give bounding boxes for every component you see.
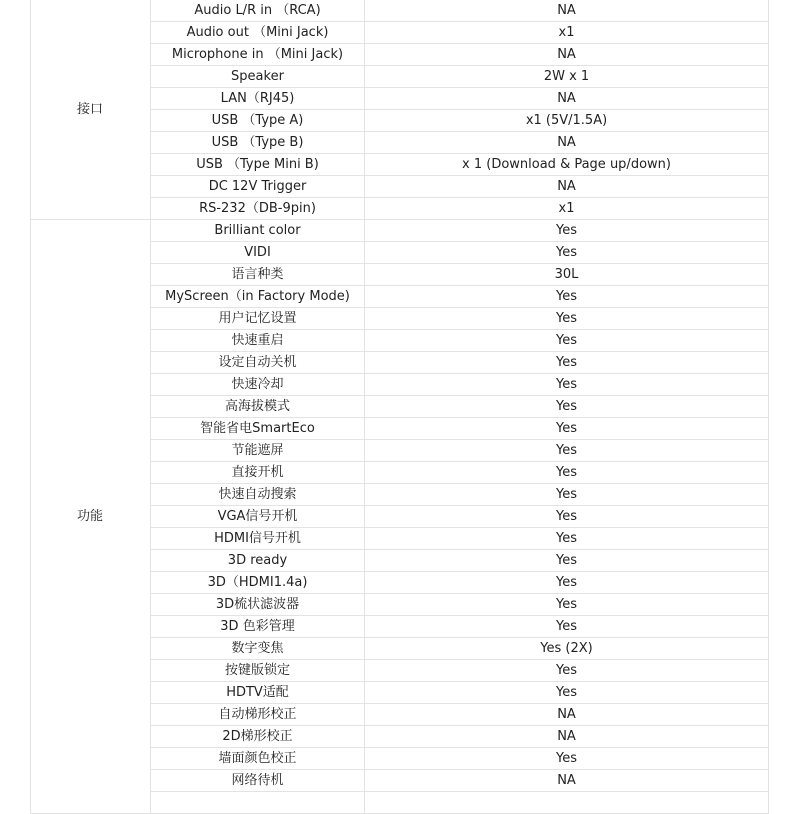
spec-value-cell: NA [365, 770, 769, 792]
spec-item-cell: VIDI [151, 242, 365, 264]
category-cell: 接口 [31, 0, 151, 220]
spec-value-cell: Yes [365, 682, 769, 704]
spec-item-cell: Audio out （Mini Jack) [151, 22, 365, 44]
spec-value-cell: Yes [365, 572, 769, 594]
spec-item-cell: 智能省电SmartEco [151, 418, 365, 440]
spec-item-cell: USB （Type A) [151, 110, 365, 132]
spec-item-cell: 3D（HDMI1.4a) [151, 572, 365, 594]
spec-value-cell: Yes [365, 616, 769, 638]
spec-item-cell: 用户记忆设置 [151, 308, 365, 330]
spec-value-cell: Yes [365, 660, 769, 682]
spec-item-cell: DC 12V Trigger [151, 176, 365, 198]
spec-item-cell: 设定自动关机 [151, 352, 365, 374]
spec-item-cell: 2D梯形校正 [151, 726, 365, 748]
spec-value-cell: NA [365, 132, 769, 154]
spec-value-cell: Yes [365, 308, 769, 330]
spec-item-cell: 3D ready [151, 550, 365, 572]
spec-table-body [31, 0, 769, 814]
spec-item-cell: 节能遮屏 [151, 440, 365, 462]
spec-value-cell: Yes [365, 330, 769, 352]
spec-value-cell: Yes [365, 286, 769, 308]
spec-item-cell: MyScreen（in Factory Mode) [151, 286, 365, 308]
spec-item-cell: VGA信号开机 [151, 506, 365, 528]
spec-value-cell: Yes [365, 418, 769, 440]
spec-item-cell [151, 792, 365, 814]
spec-value-cell: Yes [365, 748, 769, 770]
spec-item-cell: 快速冷却 [151, 374, 365, 396]
table-row [31, 0, 769, 22]
spec-item-cell: Speaker [151, 66, 365, 88]
spec-item-cell: 按键版锁定 [151, 660, 365, 682]
spec-value-cell: Yes [365, 374, 769, 396]
spec-value-cell: Yes [365, 242, 769, 264]
spec-item-cell: Audio L/R in （RCA) [151, 0, 365, 22]
spec-item-cell: 快速重启 [151, 330, 365, 352]
spec-item-cell: 自动梯形校正 [151, 704, 365, 726]
spec-value-cell: Yes [365, 484, 769, 506]
spec-value-cell: Yes [365, 462, 769, 484]
spec-value-cell: Yes [365, 506, 769, 528]
spec-item-cell: HDMI信号开机 [151, 528, 365, 550]
spec-item-cell: 网络待机 [151, 770, 365, 792]
spec-value-cell: x1 [365, 22, 769, 44]
spec-value-cell: Yes [365, 528, 769, 550]
spec-value-cell: NA [365, 44, 769, 66]
spec-item-cell: 3D梳状滤波器 [151, 594, 365, 616]
spec-value-cell: Yes [365, 396, 769, 418]
spec-item-cell: 语言种类 [151, 264, 365, 286]
spec-value-cell: Yes (2X) [365, 638, 769, 660]
spec-item-cell: 快速自动搜索 [151, 484, 365, 506]
table-row [31, 220, 769, 242]
spec-value-cell: NA [365, 726, 769, 748]
spec-value-cell: Yes [365, 352, 769, 374]
spec-value-cell: Yes [365, 594, 769, 616]
spec-item-cell: Brilliant color [151, 220, 365, 242]
spec-value-cell: 2W x 1 [365, 66, 769, 88]
spec-value-cell: NA [365, 88, 769, 110]
spec-value-cell: NA [365, 704, 769, 726]
spec-value-cell: NA [365, 0, 769, 22]
spec-item-cell: USB （Type Mini B) [151, 154, 365, 176]
spec-value-cell: 30L [365, 264, 769, 286]
spec-item-cell: LAN（RJ45) [151, 88, 365, 110]
spec-value-cell: Yes [365, 220, 769, 242]
spec-item-cell: 3D 色彩管理 [151, 616, 365, 638]
spec-value-cell: Yes [365, 550, 769, 572]
spec-table [30, 0, 769, 814]
spec-item-cell: RS-232（DB-9pin) [151, 198, 365, 220]
spec-item-cell: USB （Type B) [151, 132, 365, 154]
spec-value-cell: NA [365, 176, 769, 198]
spec-item-cell: 高海拔模式 [151, 396, 365, 418]
category-cell: 功能 [31, 220, 151, 814]
spec-item-cell: 墙面颜色校正 [151, 748, 365, 770]
spec-item-cell: HDTV适配 [151, 682, 365, 704]
spec-value-cell: x1 (5V/1.5A) [365, 110, 769, 132]
spec-value-cell: x 1 (Download & Page up/down) [365, 154, 769, 176]
spec-value-cell [365, 792, 769, 814]
spec-value-cell: x1 [365, 198, 769, 220]
spec-value-cell: Yes [365, 440, 769, 462]
spec-item-cell: 直接开机 [151, 462, 365, 484]
spec-item-cell: 数字变焦 [151, 638, 365, 660]
spec-item-cell: Microphone in （Mini Jack) [151, 44, 365, 66]
